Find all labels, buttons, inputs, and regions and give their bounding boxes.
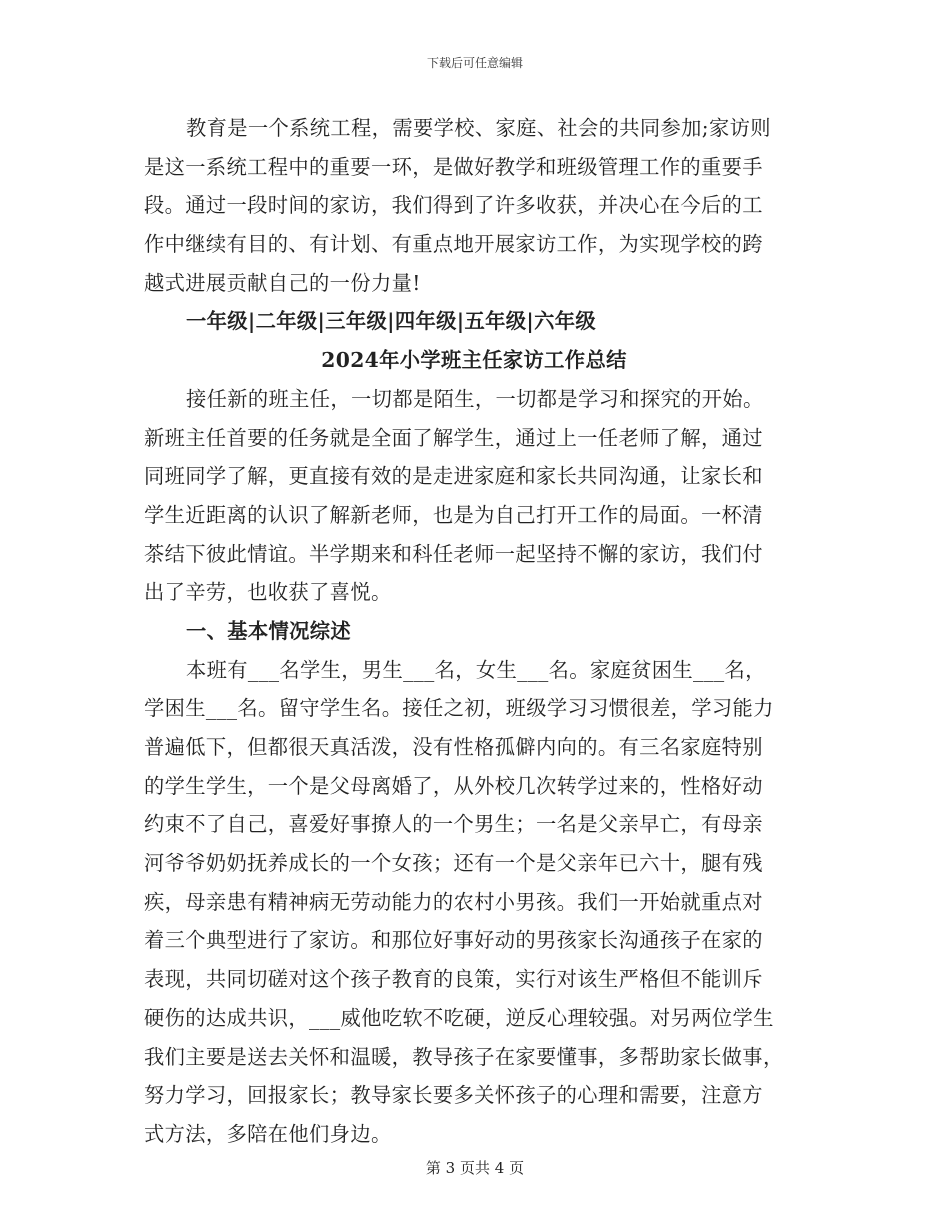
text-line: 约束不了自己，喜爱好事撩人的一个男生；一名是父亲早亡，有母亲	[144, 812, 763, 837]
text-line: 硬伤的达成共识，___威他吃软不吃硬，逆反心理较强。对另两位学生	[144, 1005, 774, 1030]
intro-paragraph	[144, 109, 804, 302]
document-body	[144, 109, 804, 1154]
text-line: 茶结下彼此情谊。半学期来和科任老师一起坚持不懈的家访，我们付	[144, 541, 763, 566]
opening-paragraph	[144, 380, 804, 612]
text-line: 河爷爷奶奶抚养成长的一个女孩；还有一个是父亲年已六十，腿有残	[144, 851, 763, 876]
text-line: 普遍低下，但都很天真活泼，没有性格孤僻内向的。有三名家庭特别	[144, 735, 763, 759]
grade-links[interactable]: 一年级|二年级|三年级|四年级|五年级|六年级	[186, 309, 597, 334]
text-line: 教育是一个系统工程，需要学校、家庭、社会的共同参加;家访则	[186, 116, 771, 140]
text-line: 我们主要是送去关怀和温暖，教导孩子在家要懂事，多帮助家长做事，	[144, 1044, 784, 1069]
text-line: 式方法，多陪在他们身边。	[144, 1121, 392, 1146]
section-paragraph	[144, 651, 804, 1154]
text-line: 同班同学了解，更直接有效的是走进家庭和家长共同沟通，让家长和	[144, 464, 763, 489]
text-line: 的学生学生，一个是父母离婚了，从外校几次转学过来的，性格好动	[144, 773, 763, 798]
text-line: 作中继续有目的、有计划、有重点地开展家访工作，为实现学校的跨	[144, 232, 763, 257]
section-heading: 一、基本情况综述	[186, 618, 352, 643]
text-line: 努力学习，回报家长；教导家长要多关怀孩子的心理和需要，注意方	[144, 1083, 763, 1108]
text-line: 本班有___名学生，男生___名，女生___名。家庭贫困生___名，	[186, 657, 766, 682]
page-footer: 第 3 页共 4 页	[425, 1159, 525, 1177]
page-header: 下载后可任意编辑	[426, 56, 523, 70]
text-line: 表现，共同切磋对这个孩子教育的良策，实行对该生严格但不能训斥	[144, 967, 763, 992]
text-line: 是这一系统工程中的重要一环，是做好教学和班级管理工作的重要手	[144, 154, 763, 179]
text-line: 新班主任首要的任务就是全面了解学生，通过上一任老师了解，通过	[144, 425, 763, 450]
text-line: 学生近距离的认识了解新老师，也是为自己打开工作的局面。一杯清	[144, 502, 763, 527]
text-line: 出了辛劳，也收获了喜悦。	[144, 580, 392, 605]
text-line: 着三个典型进行了家访。和那位好事好动的男孩家长沟通孩子在家的	[144, 928, 763, 953]
document-title: 2024年小学班主任家访工作总结	[321, 348, 627, 373]
text-line: 接任新的班主任，一切都是陌生，一切都是学习和探究的开始。	[186, 386, 764, 411]
text-line: 学困生___名。留守学生名。接任之初，班级学习习惯很差，学习能力	[144, 696, 774, 721]
text-line: 疾，母亲患有精神病无劳动能力的农村小男孩。我们一开始就重点对	[144, 889, 763, 914]
text-line: 段。通过一段时间的家访，我们得到了许多收获，并决心在今后的工	[144, 193, 763, 218]
text-line: 越式进展贡献自己的一份力量!	[144, 270, 421, 295]
